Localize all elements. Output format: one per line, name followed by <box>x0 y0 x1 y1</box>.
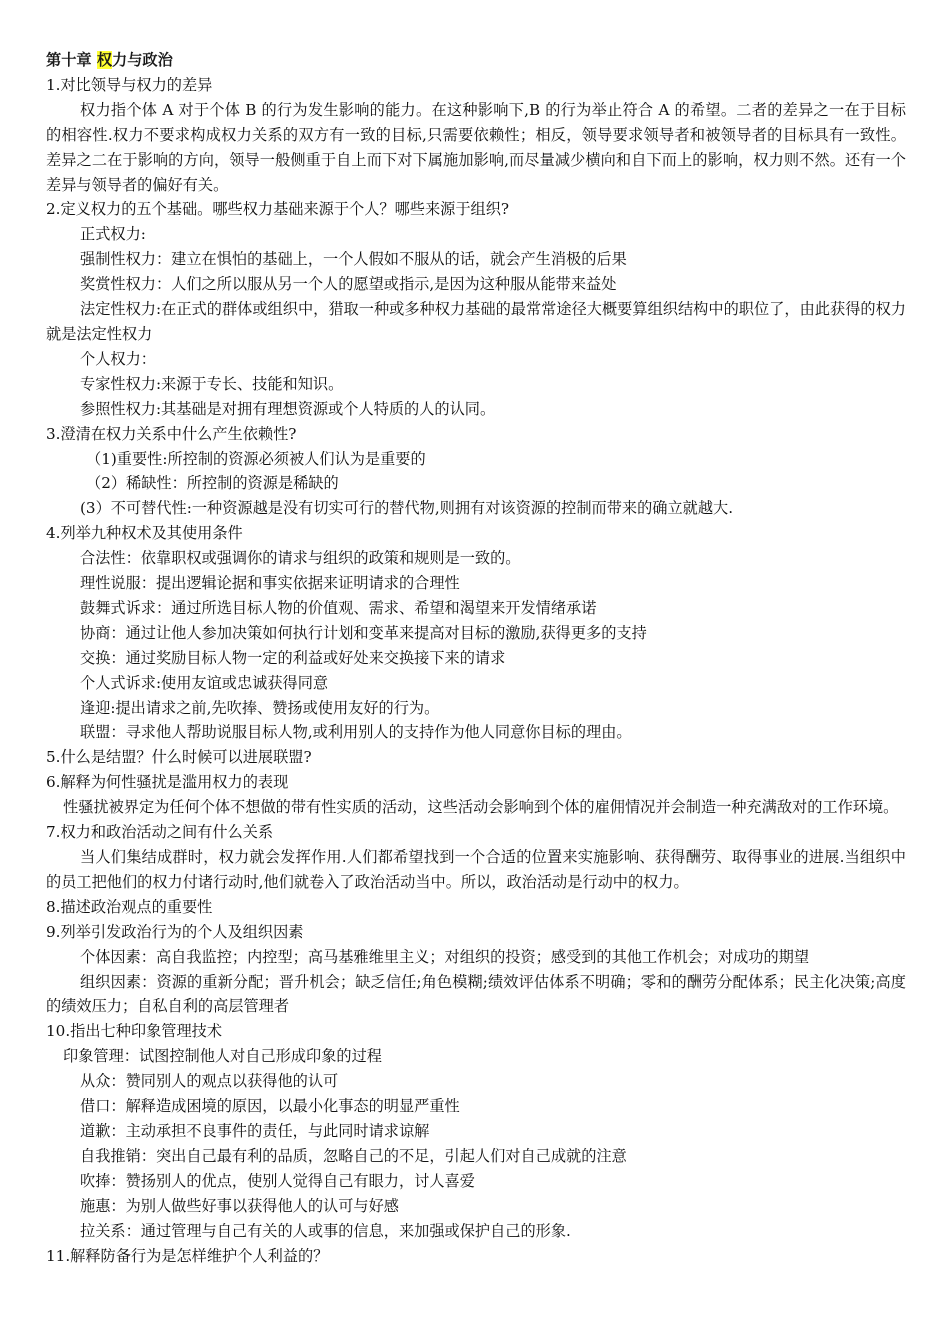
tactic-item: 联盟：寻求他人帮助说服目标人物,或利用别人的支持作为他人同意你目标的理由。 <box>80 723 632 742</box>
dependency-item-2: （2）稀缺性：所控制的资源是稀缺的 <box>86 474 339 493</box>
technique-item: 拉关系：通过管理与自己有关的人或事的信息，来加强或保护自己的形象. <box>80 1221 571 1240</box>
personal-power-label: 个人权力： <box>80 349 156 368</box>
dependency-item-3: (3）不可替代性:一种资源越是没有切实可行的替代物,则拥有对该资源的控制而带来的确立就越大. <box>80 499 734 518</box>
question-5-heading: 5.什么是结盟？什么时候可以进展联盟? <box>46 748 312 767</box>
impression-management-intro: 印象管理：试图控制他人对自己形成印象的过程 <box>63 1047 382 1066</box>
tactic-item: 理性说服：提出逻辑论据和事实依据来证明请求的合理性 <box>80 574 460 593</box>
question-10-heading: 10.指出七种印象管理技术 <box>46 1022 223 1041</box>
organizational-factors: 组织因素：资源的重新分配；晋升机会；缺乏信任;角色模糊;绩效评估体系不明确；零和的酬劳分配体系；民主化决策;高度的绩效压力；自私自利的高层管理者 <box>46 972 906 1016</box>
question-4-heading: 4.列举九种权术及其使用条件 <box>46 524 243 543</box>
chapter-title <box>46 48 906 73</box>
tactic-item: 协商：通过让他人参加决策如何执行计划和变革来提高对目标的激励,获得更多的支持 <box>80 623 647 642</box>
expert-power: 专家性权力:来源于专长、技能和知识。 <box>80 374 344 393</box>
tactic-item: 逢迎:提出请求之前,先吹捧、赞扬或使用友好的行为。 <box>80 698 440 717</box>
technique-item: 道歉：主动承担不良事件的责任，与此同时请求谅解 <box>80 1121 430 1140</box>
tactic-item: 鼓舞式诉求：通过所选目标人物的价值观、需求、希望和渴望来开发情绪承诺 <box>80 598 597 617</box>
tactic-item: 合法性：依靠职权或强调你的请求与组织的政策和规则是一致的。 <box>80 549 521 568</box>
formal-power-label: 正式权力: <box>80 225 146 244</box>
highlighted-text: 权 <box>96 51 113 69</box>
question-11-heading: 11.解释防备行为是怎样维护个人利益的？ <box>46 1246 329 1265</box>
technique-item: 吹捧：赞扬别人的优点，使别人觉得自己有眼力，讨人喜爱 <box>80 1171 475 1190</box>
question-6-heading: 6.解释为何性骚扰是滥用权力的表现 <box>46 773 289 792</box>
technique-item: 从众：赞同别人的观点以获得他的认可 <box>80 1072 339 1091</box>
question-3-heading: 3.澄清在权力关系中什么产生依赖性? <box>46 424 297 443</box>
technique-item: 施惠：为别人做些好事以获得他人的认可与好感 <box>80 1196 399 1215</box>
question-7-answer: 当人们集结成群时，权力就会发挥作用.人们都希望找到一个合适的位置来实施影响、获得酬劳、取得事业的进展.当组织中的员工把他们的权力付诸行动时,他们就卷入了政治活动当中。所以，政治活动是行动中的权力。 <box>46 848 906 891</box>
question-8-heading: 8.描述政治观点的重要性 <box>46 897 213 916</box>
legitimate-power: 法定性权力:在正式的群体或组织中，猎取一种或多种权力基础的最常常途径大概要算组织结构中的职位了，由此获得的权力就是法定性权力 <box>46 300 906 343</box>
dependency-item-1: （1)重要性:所控制的资源必须被人们认为是重要的 <box>86 449 426 468</box>
coercive-power: 强制性权力：建立在惧怕的基础上，一个人假如不服从的话，就会产生消极的后果 <box>80 250 627 269</box>
question-2-heading: 2.定义权力的五个基础。哪些权力基础来源于个人？哪些来源于组织? <box>46 200 510 219</box>
question-1-answer: 权力指个体 A 对于个体 B 的行为发生影响的能力。在这种影响下,B 的行为举止符合 A 的希望。二者的差异之一在于目标的相容性.权力不要求构成权力关系的双方有一致的目标,只需要依赖性；相反，领导要求领导者和被领导者的目标具有一致性。差异之二在于影响的方向，领导一般侧重于自上而下对下属施加影响,而尽量减少横向和自下而上的影响，权力则不然。还有一个差异与领导者的偏好有关。 <box>46 100 906 194</box>
individual-factors: 个体因素：高自我监控；内控型；高马基雅维里主义；对组织的投资；感受到的其他工作机会；对成功的期望 <box>80 947 809 966</box>
question-6-answer: 性骚扰被界定为任何个体不想做的带有性实质的活动，这些活动会影响到个体的雇佣情况并会制造一种充满敌对的工作环境。 <box>63 798 899 817</box>
tactic-item: 个人式诉求:使用友谊或忠诚获得同意 <box>80 673 329 692</box>
reward-power: 奖赏性权力：人们之所以服从另一个人的愿望或指示,是因为这种服从能带来益处 <box>80 275 617 294</box>
chapter-title-prefix: 第十章 <box>46 51 97 69</box>
technique-item: 自我推销：突出自己最有利的品质，忽略自己的不足，引起人们对自己成就的注意 <box>80 1146 627 1165</box>
question-9-heading: 9.列举引发政治行为的个人及组织因素 <box>46 922 304 941</box>
document-page <box>46 48 906 1268</box>
referent-power: 参照性权力:其基础是对拥有理想资源或个人特质的人的认同。 <box>80 399 496 418</box>
tactic-item: 交换：通过奖励目标人物一定的利益或好处来交换接下来的请求 <box>80 648 506 667</box>
chapter-title-suffix: 力与政治 <box>112 51 173 69</box>
question-7-heading: 7.权力和政治活动之间有什么关系 <box>46 823 274 842</box>
question-1-heading: 1.对比领导与权力的差异 <box>46 75 213 94</box>
technique-item: 借口：解释造成困境的原因，以最小化事态的明显严重性 <box>80 1097 460 1116</box>
